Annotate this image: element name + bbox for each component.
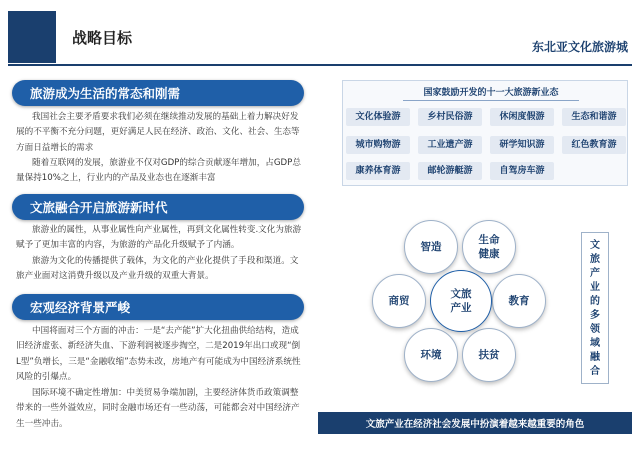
section-header-life <box>12 80 304 106</box>
policy-chip: 文化体验游 <box>346 108 410 126</box>
hex-center-node: 文旅产业 <box>430 270 492 332</box>
section-paragraph: 国际环境不确定性增加：中美贸易争端加剧，主要经济体货币政策调整带来的一些外溢效应，同时金融市场还有一些动荡，可能都会对中国经济产生一些冲击。 <box>16 388 300 429</box>
hex-node: 智造 <box>404 220 458 274</box>
bottom-banner-text: 文旅产业在经济社会发展中扮演着越来越重要的角色 <box>365 419 585 430</box>
policy-chip: 乡村民俗游 <box>418 108 482 126</box>
section-title: 旅游成为生活的常态和刚需 <box>30 86 181 101</box>
section-header-culture-tourism <box>12 194 304 220</box>
vertical-label: 文旅产业的多领域融合 <box>590 240 600 377</box>
policy-title: 国家鼓励开发的十一大旅游新业态 <box>403 85 579 101</box>
section-header-macro-economy <box>12 294 304 320</box>
hex-node: 扶贫 <box>462 328 516 382</box>
hex-node: 商贸 <box>372 274 426 328</box>
policy-chip: 红色教育游 <box>562 136 626 154</box>
header-accent-block <box>8 11 56 63</box>
section-paragraph: 随着互联网的发展，旅游业不仅对GDP的综合贡献逐年增加，占GDP总量保持10%之上，行业内的产品及业态也在逐渐丰富 <box>16 158 301 184</box>
brand-name: 东北亚文化旅游城 <box>531 40 628 54</box>
vertical-label-box <box>581 232 609 384</box>
bottom-banner <box>318 412 632 434</box>
policy-chip: 工业遗产游 <box>418 136 482 154</box>
section-paragraph: 旅游为文化的传播提供了载体，为文化的产业化提供了手段和渠道。文旅产业面对这消费升级以及产业升级的双重大背景。 <box>16 256 299 282</box>
policy-chip: 康养体育游 <box>346 162 410 180</box>
hex-node: 教育 <box>492 274 546 328</box>
section-paragraph: 中国将面对三个方面的冲击：一是“去产能”扩大化扭曲供给结构，造成旧经济虚张、新经济失血、下游利润被逐步掏空，二是2019年出口或现“倒L型”负增长，三是“金融收缩”态势未改，房地产有可能成为中国经济系统性风险的引爆点。 <box>16 326 301 383</box>
policy-chip: 休闲度假游 <box>490 108 554 126</box>
policy-chip: 生态和谐游 <box>562 108 626 126</box>
header-divider <box>8 64 632 66</box>
page-title: 战略目标 <box>72 29 133 47</box>
section-paragraph: 旅游业的属性，从事业属性向产业属性，再到文化属性转变.文化为旅游赋予了更加丰富的内容，为旅游的产品化升级赋予了内涵。 <box>16 225 302 251</box>
policy-chip: 城市购物游 <box>346 136 410 154</box>
section-title: 文旅融合开启旅游新时代 <box>30 200 168 215</box>
section-paragraph: 我国社会主要矛盾要求我们必须在继续推动发展的基础上着力解决好发展的不平衡不充分问题，更好满足人民在经济、政治、文化、社会、生态等方面日益增长的需求 <box>16 112 300 153</box>
policy-chip: 自驾房车游 <box>490 162 554 180</box>
policy-chip: 研学知识游 <box>490 136 554 154</box>
section-title: 宏观经济背景严峻 <box>30 300 131 315</box>
hex-node: 生命健康 <box>462 220 516 274</box>
policy-chip: 邮轮游艇游 <box>418 162 482 180</box>
industry-fusion-diagram <box>342 200 582 400</box>
hex-node: 环境 <box>404 328 458 382</box>
